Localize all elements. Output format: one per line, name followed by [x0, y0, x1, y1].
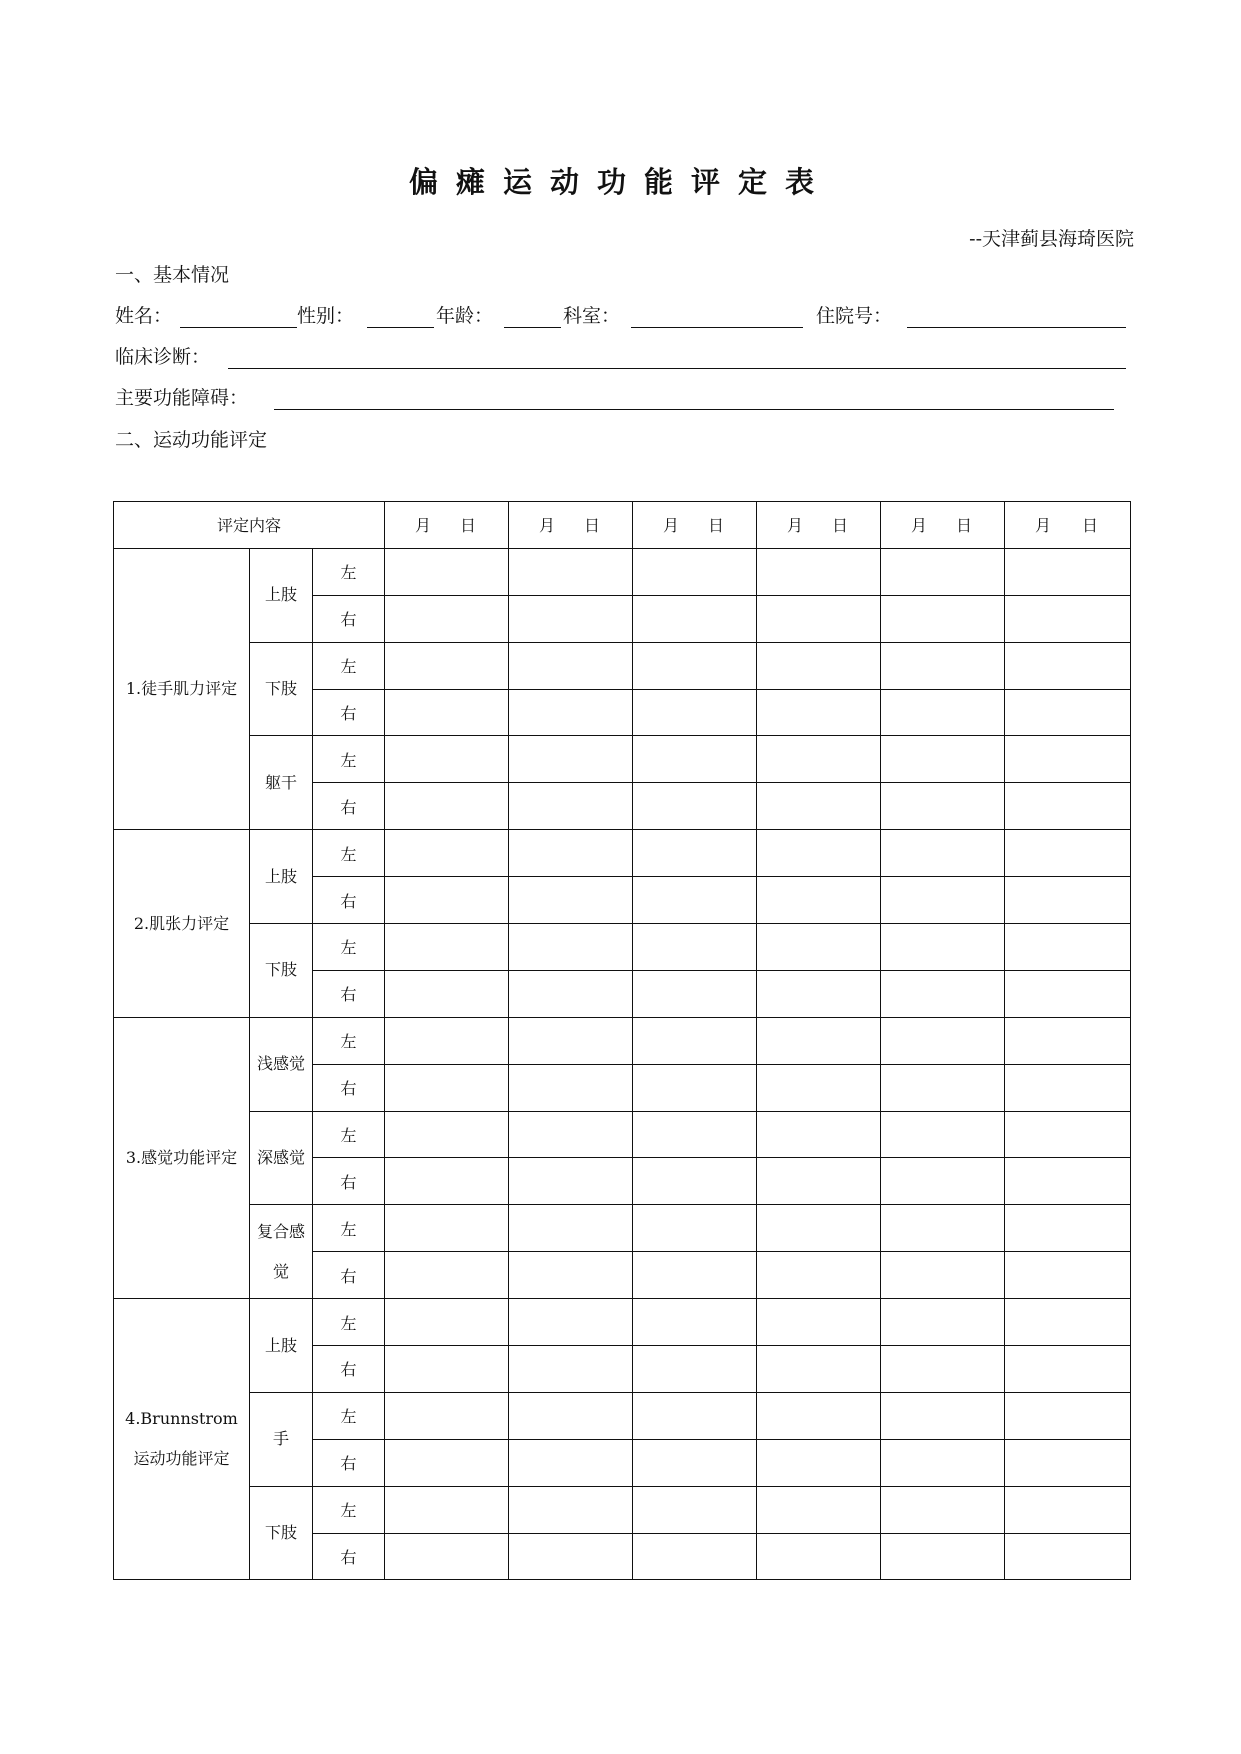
score-cell[interactable] [757, 1252, 881, 1299]
right-side-label: 右 [313, 877, 385, 924]
score-cell[interactable] [1005, 1486, 1131, 1533]
section-motor-eval: 二、运动功能评定 [115, 429, 268, 451]
score-cell[interactable] [633, 1111, 757, 1158]
score-cell[interactable] [1005, 595, 1131, 642]
score-cell[interactable] [633, 970, 757, 1017]
age-field[interactable] [504, 327, 561, 328]
score-cell[interactable] [385, 924, 509, 971]
score-cell[interactable] [385, 1392, 509, 1439]
score-cell[interactable] [509, 689, 633, 736]
score-cell[interactable] [633, 1299, 757, 1346]
score-cell[interactable] [509, 642, 633, 689]
month-label: 月 [787, 516, 804, 536]
left-side-label: 左 [313, 736, 385, 783]
score-cell[interactable] [509, 548, 633, 595]
score-cell[interactable] [385, 1158, 509, 1205]
dysfunction-field[interactable] [274, 409, 1114, 410]
sex-label: 性别： [297, 305, 355, 327]
score-cell[interactable] [1005, 1439, 1131, 1486]
score-cell[interactable] [1005, 877, 1131, 924]
score-cell[interactable] [881, 1205, 1005, 1252]
score-cell[interactable] [509, 1017, 633, 1064]
score-cell[interactable] [633, 642, 757, 689]
score-cell[interactable] [385, 1533, 509, 1580]
hospital-name: --天津蓟县海琦医院 [969, 228, 1134, 250]
score-cell[interactable] [1005, 1111, 1131, 1158]
score-cell[interactable] [633, 548, 757, 595]
score-cell[interactable] [757, 689, 881, 736]
dept-label: 科室： [563, 305, 621, 327]
table-row [114, 924, 1131, 971]
score-cell[interactable] [881, 1486, 1005, 1533]
day-label: 日 [1081, 516, 1098, 536]
score-cell[interactable] [633, 877, 757, 924]
evaluation-table [113, 501, 1131, 1580]
body-part-label: 上肢 [250, 548, 313, 642]
score-cell[interactable] [385, 970, 509, 1017]
body-part-label: 下肢 [250, 1486, 313, 1580]
score-cell[interactable] [633, 1439, 757, 1486]
score-cell[interactable] [757, 1439, 881, 1486]
form-title: 偏瘫运动功能评定表 [408, 165, 832, 199]
score-cell[interactable] [757, 595, 881, 642]
score-cell[interactable] [385, 877, 509, 924]
left-side-label: 左 [313, 1111, 385, 1158]
body-part-label: 手 [250, 1392, 313, 1486]
category-label: 4.Brunnstrom运动功能评定 [114, 1299, 250, 1580]
score-cell[interactable] [385, 783, 509, 830]
score-cell[interactable] [881, 1533, 1005, 1580]
score-cell[interactable] [385, 1205, 509, 1252]
score-cell[interactable] [633, 1346, 757, 1393]
score-cell[interactable] [757, 1158, 881, 1205]
score-cell[interactable] [757, 1346, 881, 1393]
date-header [633, 502, 757, 549]
right-side-label: 右 [313, 689, 385, 736]
score-cell[interactable] [633, 595, 757, 642]
score-cell[interactable] [385, 1064, 509, 1111]
score-cell[interactable] [509, 1346, 633, 1393]
score-cell[interactable] [1005, 548, 1131, 595]
date-header [881, 502, 1005, 549]
score-cell[interactable] [881, 1346, 1005, 1393]
score-cell[interactable] [881, 1439, 1005, 1486]
score-cell[interactable] [633, 736, 757, 783]
score-cell[interactable] [1005, 1064, 1131, 1111]
score-cell[interactable] [1005, 783, 1131, 830]
name-field[interactable] [180, 327, 297, 328]
table-row [114, 830, 1131, 877]
day-label: 日 [955, 516, 972, 536]
score-cell[interactable] [633, 783, 757, 830]
score-cell[interactable] [509, 1533, 633, 1580]
day-label: 日 [831, 516, 848, 536]
score-cell[interactable] [881, 1392, 1005, 1439]
left-side-label: 左 [313, 924, 385, 971]
body-part-label: 下肢 [250, 642, 313, 736]
score-cell[interactable] [633, 689, 757, 736]
day-label: 日 [583, 516, 600, 536]
right-side-label: 右 [313, 970, 385, 1017]
score-cell[interactable] [509, 1158, 633, 1205]
score-cell[interactable] [509, 1299, 633, 1346]
body-part-label: 复合感觉 [250, 1205, 313, 1299]
score-cell[interactable] [385, 595, 509, 642]
score-cell[interactable] [385, 1439, 509, 1486]
right-side-label: 右 [313, 1346, 385, 1393]
score-cell[interactable] [1005, 1158, 1131, 1205]
score-cell[interactable] [509, 1205, 633, 1252]
table-row [114, 736, 1131, 783]
table-row [114, 1392, 1131, 1439]
header-content: 评定内容 [114, 502, 385, 549]
score-cell[interactable] [633, 1486, 757, 1533]
score-cell[interactable] [757, 924, 881, 971]
score-cell[interactable] [881, 1111, 1005, 1158]
score-cell[interactable] [633, 924, 757, 971]
score-cell[interactable] [1005, 1205, 1131, 1252]
score-cell[interactable] [757, 783, 881, 830]
name-label: 姓名： [115, 305, 173, 327]
score-cell[interactable] [757, 736, 881, 783]
left-side-label: 左 [313, 1486, 385, 1533]
category-label: 1.徒手肌力评定 [114, 548, 250, 829]
evaluation-body [114, 548, 1131, 1580]
score-cell[interactable] [385, 1299, 509, 1346]
score-cell[interactable] [633, 1158, 757, 1205]
score-cell[interactable] [757, 1392, 881, 1439]
score-cell[interactable] [1005, 1017, 1131, 1064]
left-side-label: 左 [313, 1299, 385, 1346]
score-cell[interactable] [757, 970, 881, 1017]
score-cell[interactable] [509, 736, 633, 783]
body-part-label: 躯干 [250, 736, 313, 830]
score-cell[interactable] [881, 736, 1005, 783]
score-cell[interactable] [757, 548, 881, 595]
score-cell[interactable] [881, 642, 1005, 689]
date-header [757, 502, 881, 549]
left-side-label: 左 [313, 1392, 385, 1439]
score-cell[interactable] [385, 642, 509, 689]
score-cell[interactable] [881, 924, 1005, 971]
score-cell[interactable] [509, 1252, 633, 1299]
score-cell[interactable] [509, 924, 633, 971]
score-cell[interactable] [385, 1346, 509, 1393]
month-label: 月 [415, 516, 432, 536]
score-cell[interactable] [633, 1017, 757, 1064]
diagnosis-label: 临床诊断： [115, 346, 211, 368]
score-cell[interactable] [1005, 1252, 1131, 1299]
left-side-label: 左 [313, 548, 385, 595]
category-label: 2.肌张力评定 [114, 830, 250, 1018]
score-cell[interactable] [881, 595, 1005, 642]
score-cell[interactable] [881, 1299, 1005, 1346]
table-row [114, 1111, 1131, 1158]
score-cell[interactable] [881, 548, 1005, 595]
score-cell[interactable] [385, 1252, 509, 1299]
score-cell[interactable] [1005, 970, 1131, 1017]
table-row [114, 548, 1131, 595]
body-part-label: 深感觉 [250, 1111, 313, 1205]
table-row [114, 1299, 1131, 1346]
score-cell[interactable] [1005, 1346, 1131, 1393]
score-cell[interactable] [509, 783, 633, 830]
score-cell[interactable] [757, 1064, 881, 1111]
score-cell[interactable] [757, 877, 881, 924]
score-cell[interactable] [757, 1486, 881, 1533]
month-label: 月 [539, 516, 556, 536]
body-part-label: 上肢 [250, 1299, 313, 1393]
score-cell[interactable] [509, 1439, 633, 1486]
score-cell[interactable] [881, 1064, 1005, 1111]
score-cell[interactable] [757, 1299, 881, 1346]
right-side-label: 右 [313, 595, 385, 642]
month-label: 月 [911, 516, 928, 536]
score-cell[interactable] [757, 1017, 881, 1064]
score-cell[interactable] [881, 877, 1005, 924]
dysfunction-label: 主要功能障碍： [115, 387, 249, 409]
section-basic-info: 一、基本情况 [115, 264, 230, 286]
score-cell[interactable] [881, 1252, 1005, 1299]
dept-field[interactable] [631, 327, 803, 328]
score-cell[interactable] [757, 1205, 881, 1252]
date-header [509, 502, 633, 549]
score-cell[interactable] [509, 1111, 633, 1158]
score-cell[interactable] [385, 736, 509, 783]
score-cell[interactable] [633, 830, 757, 877]
score-cell[interactable] [1005, 642, 1131, 689]
score-cell[interactable] [509, 1392, 633, 1439]
score-cell[interactable] [757, 642, 881, 689]
left-side-label: 左 [313, 1017, 385, 1064]
score-cell[interactable] [1005, 689, 1131, 736]
table-row [114, 1017, 1131, 1064]
table-row [114, 1486, 1131, 1533]
score-cell[interactable] [1005, 924, 1131, 971]
score-cell[interactable] [385, 548, 509, 595]
left-side-label: 左 [313, 642, 385, 689]
month-label: 月 [1035, 516, 1052, 536]
admission-field[interactable] [907, 327, 1126, 328]
right-side-label: 右 [313, 1064, 385, 1111]
score-cell[interactable] [1005, 1392, 1131, 1439]
score-cell[interactable] [633, 1392, 757, 1439]
score-cell[interactable] [509, 595, 633, 642]
score-cell[interactable] [385, 1111, 509, 1158]
date-header [1005, 502, 1131, 549]
diagnosis-field[interactable] [228, 368, 1126, 369]
score-cell[interactable] [633, 1252, 757, 1299]
score-cell[interactable] [881, 830, 1005, 877]
date-header [385, 502, 509, 549]
score-cell[interactable] [385, 1017, 509, 1064]
month-label: 月 [663, 516, 680, 536]
body-part-label: 下肢 [250, 924, 313, 1018]
right-side-label: 右 [313, 783, 385, 830]
score-cell[interactable] [509, 877, 633, 924]
right-side-label: 右 [313, 1533, 385, 1580]
category-label: 3.感觉功能评定 [114, 1017, 250, 1298]
score-cell[interactable] [881, 783, 1005, 830]
score-cell[interactable] [1005, 736, 1131, 783]
score-cell[interactable] [633, 1533, 757, 1580]
right-side-label: 右 [313, 1439, 385, 1486]
score-cell[interactable] [509, 970, 633, 1017]
score-cell[interactable] [1005, 1299, 1131, 1346]
header-row [114, 502, 1131, 549]
score-cell[interactable] [385, 830, 509, 877]
score-cell[interactable] [881, 1017, 1005, 1064]
day-label: 日 [707, 516, 724, 536]
score-cell[interactable] [881, 689, 1005, 736]
right-side-label: 右 [313, 1252, 385, 1299]
score-cell[interactable] [1005, 830, 1131, 877]
score-cell[interactable] [509, 1486, 633, 1533]
score-cell[interactable] [1005, 1533, 1131, 1580]
admission-label: 住院号： [816, 305, 893, 327]
table-row [114, 1205, 1131, 1252]
table-row [114, 642, 1131, 689]
score-cell[interactable] [881, 970, 1005, 1017]
left-side-label: 左 [313, 830, 385, 877]
day-label: 日 [459, 516, 476, 536]
score-cell[interactable] [757, 1533, 881, 1580]
score-cell[interactable] [385, 1486, 509, 1533]
score-cell[interactable] [757, 1111, 881, 1158]
age-label: 年龄： [436, 305, 494, 327]
score-cell[interactable] [633, 1064, 757, 1111]
score-cell[interactable] [757, 830, 881, 877]
body-part-label: 上肢 [250, 830, 313, 924]
left-side-label: 左 [313, 1205, 385, 1252]
right-side-label: 右 [313, 1158, 385, 1205]
score-cell[interactable] [633, 1205, 757, 1252]
score-cell[interactable] [385, 689, 509, 736]
body-part-label: 浅感觉 [250, 1017, 313, 1111]
score-cell[interactable] [509, 830, 633, 877]
score-cell[interactable] [509, 1064, 633, 1111]
sex-field[interactable] [367, 327, 434, 328]
score-cell[interactable] [881, 1158, 1005, 1205]
